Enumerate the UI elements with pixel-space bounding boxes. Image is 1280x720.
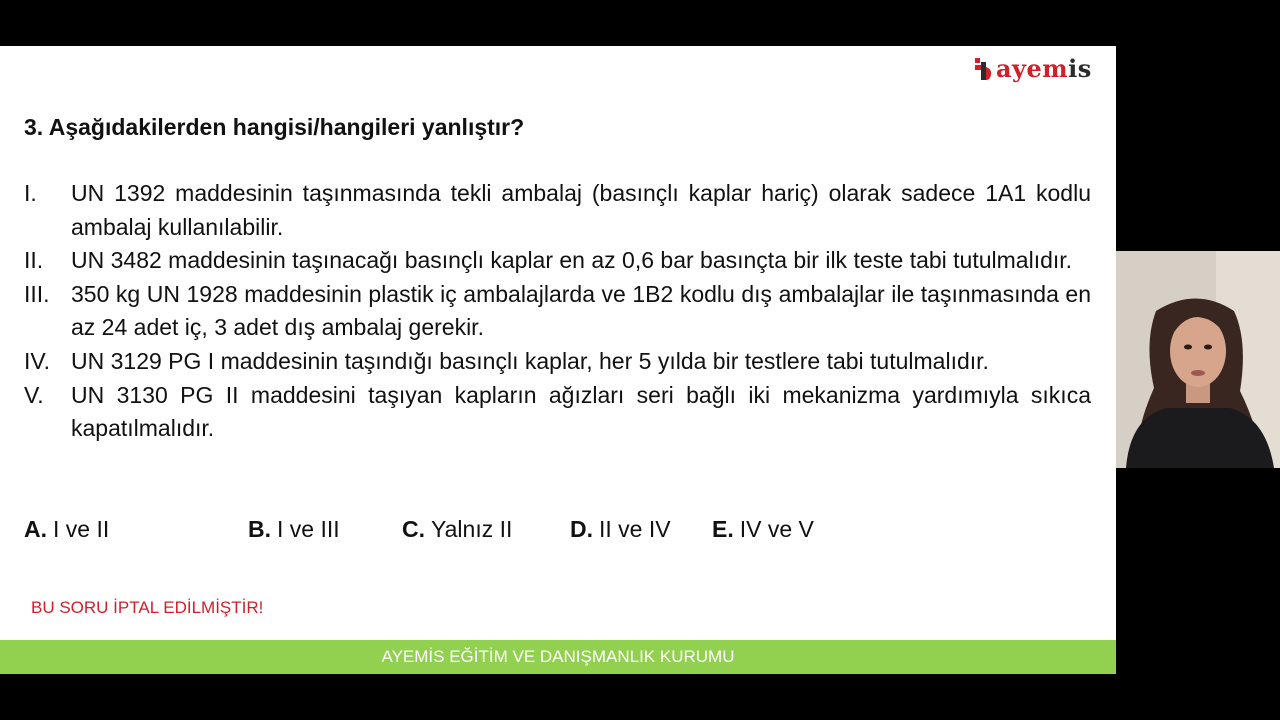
statement-number: V. — [24, 381, 44, 408]
option-text: Yalnız II — [431, 516, 513, 542]
option-c — [402, 516, 512, 543]
ayemis-logo-text: ayemis — [996, 54, 1092, 83]
option-text: II ve IV — [599, 516, 671, 542]
ayemis-logo — [972, 54, 1092, 84]
question-title: 3. Aşağıdakilerden hangisi/hangileri yanlıştır? — [24, 114, 525, 140]
ayemis-logo-mark-icon — [972, 56, 994, 82]
option-letter: E. — [712, 516, 734, 542]
statement-text: UN 3129 PG I maddesinin taşındığı basınçlı kaplar, her 5 yılda bir testlere tabi tutulmalıdır. — [71, 347, 989, 374]
statement-text: UN 3482 maddesinin taşınacağı basınçlı kaplar en az 0,6 bar basınçta bir ilk teste tabi tutulmalıdır. — [71, 247, 1073, 274]
option-letter: C. — [402, 516, 425, 542]
option-text: IV ve V — [739, 516, 814, 542]
statement-number: III. — [24, 280, 50, 307]
statement-number: II. — [24, 247, 44, 274]
statement-number: IV. — [24, 347, 51, 374]
option-d — [570, 516, 671, 543]
option-text: I ve III — [277, 516, 340, 542]
statement-item — [24, 345, 1091, 379]
statement-item — [24, 244, 1091, 278]
statement-text: 350 kg UN 1928 maddesinin plastik iç ambalajlarda ve 1B2 kodlu dış ambalajlar ile taşınmasında en az 24 adet iç, 3 adet dış ambalaj gerekir. — [71, 280, 1091, 341]
statement-list — [24, 177, 1091, 446]
statement-number: I. — [24, 180, 37, 206]
footer-bar — [0, 640, 1116, 674]
option-letter: B. — [248, 516, 271, 542]
option-letter: A. — [24, 516, 47, 542]
option-b — [248, 516, 340, 543]
option-text: I ve II — [53, 516, 110, 542]
option-letter: D. — [570, 516, 593, 542]
answer-options — [0, 516, 1116, 550]
statement-text: UN 3130 PG II maddesini taşıyan kapların ağızları seri bağlı iki mekanizma yardımıyla sıkıca kapatılmalıdır. — [71, 381, 1091, 442]
presentation-slide — [0, 46, 1116, 674]
option-e — [712, 516, 814, 543]
footer-label: AYEMİS EĞİTİM VE DANIŞMANLIK KURUMU — [381, 647, 735, 666]
presenter-webcam — [1116, 251, 1280, 468]
statement-text: UN 1392 maddesinin taşınmasında tekli ambalaj (basınçlı kaplar hariç) olarak sadece 1A1 kodlu ambalaj kullanılabilir. — [71, 180, 1091, 240]
statement-item — [24, 379, 1091, 446]
option-a — [24, 516, 109, 543]
statement-item — [24, 278, 1091, 345]
cancel-notice: BU SORU İPTAL EDİLMİŞTİR! — [31, 598, 264, 617]
statement-item — [24, 177, 1091, 244]
presenter-webcam-feed-icon — [1116, 251, 1280, 468]
